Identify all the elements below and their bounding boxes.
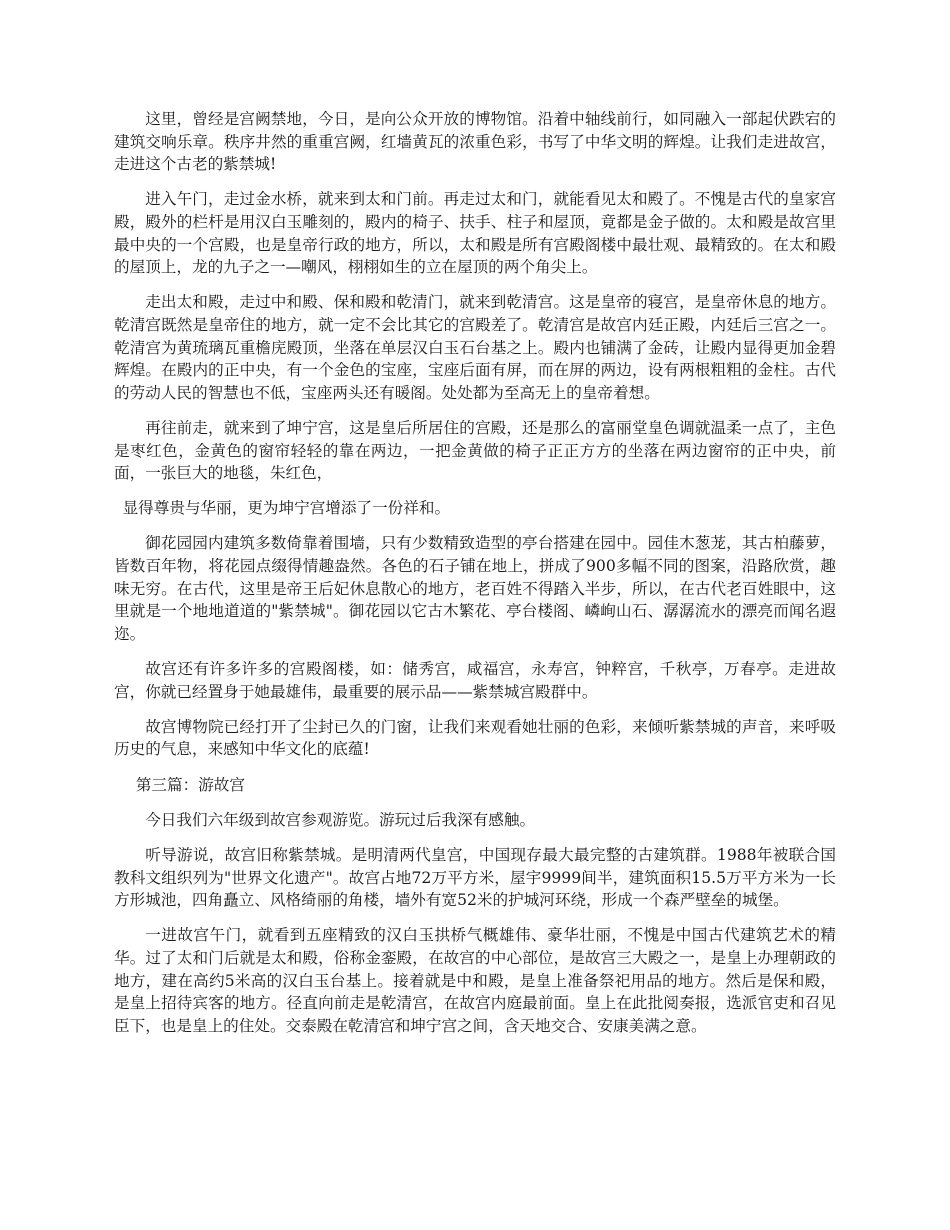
- document-body: [114, 108, 836, 1050]
- paragraph-12: 一进故宫午门，就看到五座精致的汉白玉拱桥气概雄伟、豪华壮丽，不愧是中国古代建筑艺术的精华。过了太和门后就是太和殿，俗称金銮殿，在故宫的中心部位，是故宫三大殿之一，是皇上办理朝政的地方，建在高约5米高的汉白玉台基上。接着就是中和殿，是皇上准备祭祀用品的地方。然后是保和殿，是皇上招待宾客的地方。径直向前走是乾清宫，在故宫内庭最前面。皇上在此批阅奏报，选派官吏和召见臣下，也是皇上的住处。交泰殿在乾清宫和坤宁宫之间，含天地交合、安康美满之意。: [114, 926, 836, 1035]
- paragraph-7: 故宫还有许多许多的宫殿阁楼，如：储秀宫，咸福宫，永寿宫，钟粹宫，千秋亭，万春亭。走进故宫，你就已经置身于她最雄伟，最重要的展示品——紫禁城宫殿群中。: [114, 660, 836, 701]
- paragraph-5: 显得尊贵与华丽，更为坤宁宫增添了一份祥和。: [122, 499, 451, 518]
- paragraph-4: 再往前走，就来到了坤宁宫，这是皇后所居住的宫殿，还是那么的富丽堂皇色调就温柔一点了，主色是枣红色，金黄色的窗帘轻轻的靠在两边，一把金黄做的椅子正正方方的坐落在两边窗帘的正中央，前面，一张巨大的地毯，朱红色，: [114, 418, 836, 483]
- paragraph-11: 听导游说，故宫旧称紫禁城。是明清两代皇宫，中国现存最大最完整的古建筑群。1988年被联合国教科文组织列为"世界文化遗产"。故宫占地72万平方米，屋宇9999间半，建筑面积15.5万平方米为一长方形城池，四角矗立、风格绮丽的角楼，墙外有宽52米的护城河环绕，形成一个森严壁垒的城堡。: [114, 845, 836, 910]
- paragraph-6: 御花园园内建筑多数倚靠着围墙，只有少数精致造型的亭台搭建在园中。园佳木葱茏，其古柏藤萝，皆数百年物，将花园点缀得情趣盎然。各色的石子铺在地上，拼成了900多幅不同的图案，沿路欣赏，趣味无穷。在古代，这里是帝王后妃休息散心的地方，老百姓不得踏入半步，所以，在古代老百姓眼中，这里就是一个地地道道的"紫禁城"。御花园以它古木繁花、亭台楼阁、嶙峋山石、潺潺流水的漂亮而闻名遐迩。: [114, 534, 836, 643]
- paragraph-8: 故宫博物院已经打开了尘封已久的门窗，让我们来观看她壮丽的色彩，来倾听紫禁城的声音，来呼吸历史的气息，来感知中华文化的底蕴!: [114, 717, 836, 759]
- paragraph-1: 这里，曾经是宫阙禁地，今日，是向公众开放的博物馆。沿着中轴线前行，如同融入一部起伏跌宕的建筑交响乐章。秩序井然的重重宫阙，红墙黄瓦的浓重色彩，书写了中华文明的辉煌。让我们走进故宫，走进这个古老的紫禁城!: [114, 110, 836, 174]
- paragraph-3: 走出太和殿，走过中和殿、保和殿和乾清门，就来到乾清宫。这是皇帝的寝宫，是皇帝休息的地方。乾清宫既然是皇帝住的地方，就一定不会比其它的宫殿差了。乾清宫是故宫内廷正殿，内廷后三宫之一。乾清宫为黄琉璃瓦重檐庑殿顶，坐落在单层汉白玉石台基之上。殿内也铺满了金砖，让殿内显得更加金碧辉煌。在殿内的正中央，有一个金色的宝座，宝座后面有屏，而在屏的两边，设有两根粗粗的金柱。古代的劳动人民的智慧也不低，宝座两头还有暖阁。处处都为至高无上的皇帝着想。: [114, 293, 836, 402]
- paragraph-10: 今日我们六年级到故宫参观游览。游玩过后我深有感触。: [145, 810, 536, 829]
- section-heading: 第三篇：游故宫: [135, 775, 245, 794]
- paragraph-2: 进入午门，走过金水桥，就来到太和门前。再走过太和门，就能看见太和殿了。不愧是古代的皇家宫殿，殿外的栏杆是用汉白玉雕刻的，殿内的椅子、扶手、柱子和屋顶，竟都是金子做的。太和殿是故宫里最中央的一个宫殿，也是皇帝行政的地方，所以，太和殿是所有宫殿阁楼中最壮观、最精致的。在太和殿的屋顶上，龙的九子之一—嘲风，栩栩如生的立在屋顶的两个角尖上。: [114, 190, 836, 277]
